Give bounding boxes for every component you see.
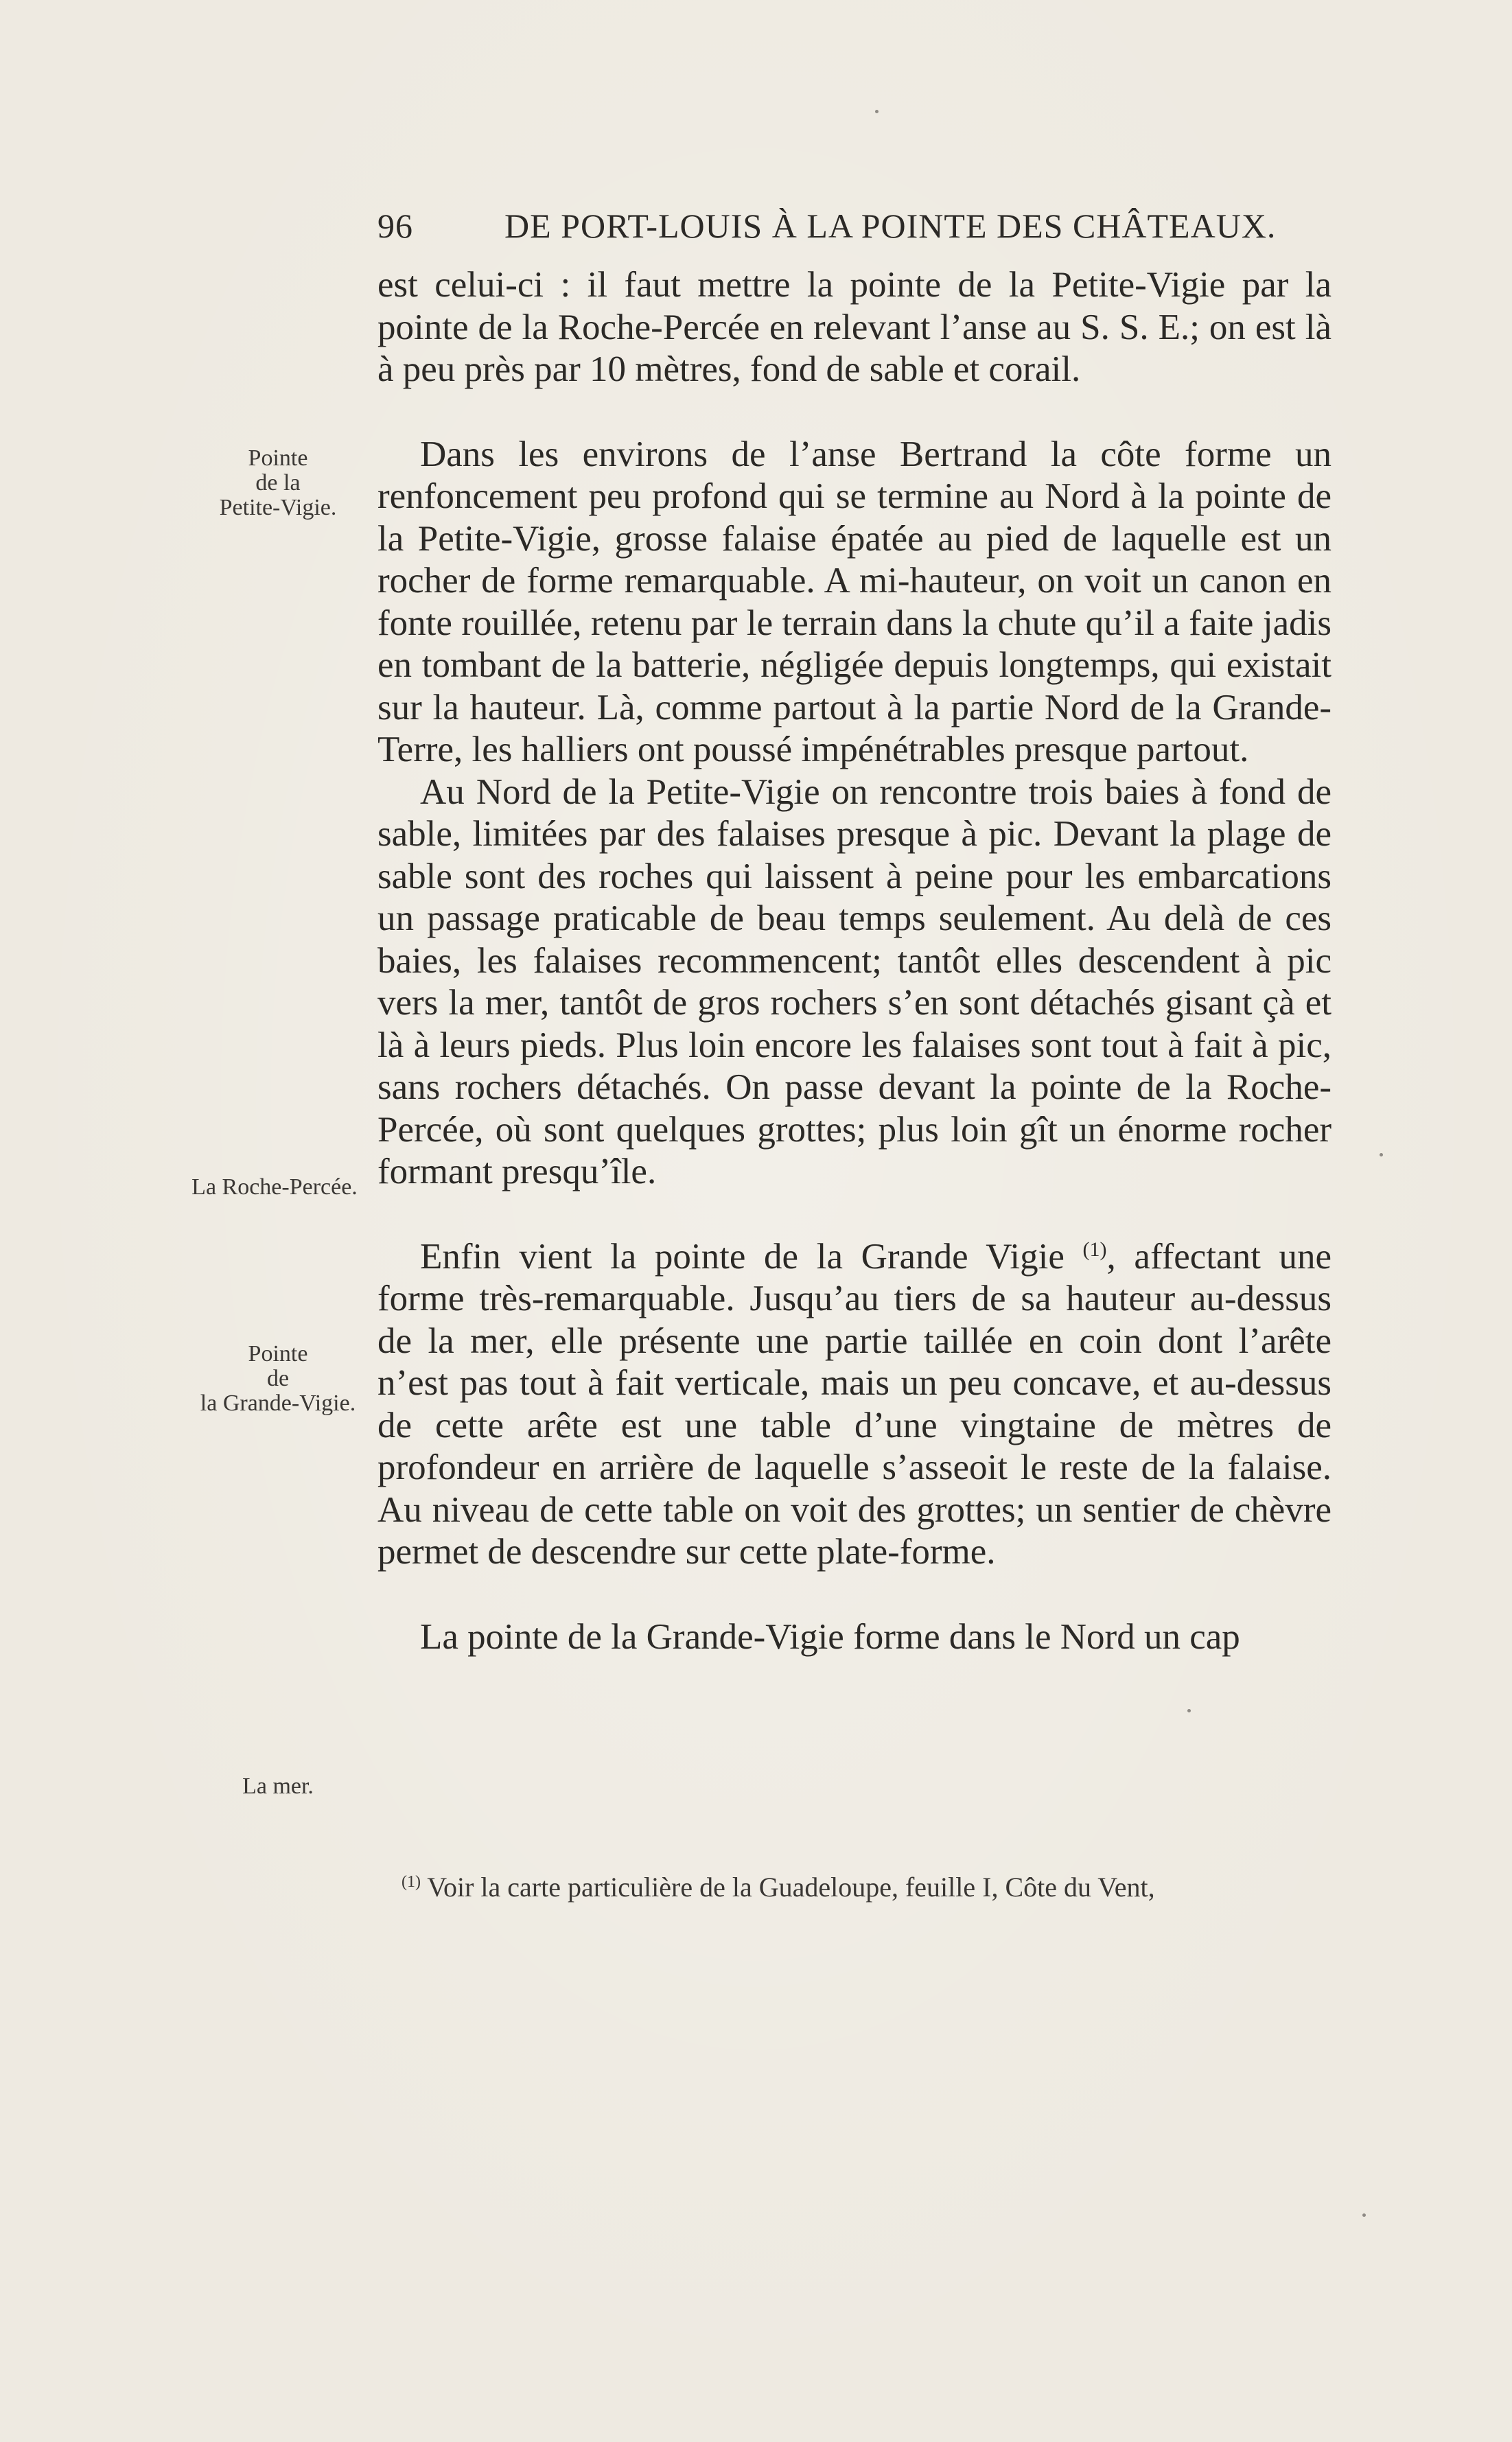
page-number: 96 xyxy=(377,207,413,245)
paragraph-la-mer: La pointe de la Grande-Vigie forme dans le Nord un cap xyxy=(420,1616,1240,1657)
margin-note-line: la Grande-Vigie. xyxy=(200,1391,356,1416)
paper-speck xyxy=(1380,1153,1383,1156)
margin-note-line: de la xyxy=(255,470,301,496)
margin-note-la-mer: La mer. xyxy=(242,1774,314,1799)
paper-speck xyxy=(1362,2213,1366,2217)
margin-note-line: de xyxy=(266,1366,290,1391)
margin-note-line: Petite-Vigie. xyxy=(219,495,337,520)
paragraph-grande-vigie xyxy=(377,1236,1331,1574)
paragraph-baies: Au Nord de la Petite-Vigie on rencontre trois baies à fond de sable, limitées par des falaises presque à pic. Devant la plage de sable sont des roches qui laissent à peine pour les embarcations un passage praticable de beau temps seulement. Au delà de ces baies, les falaises recommencent; tantôt elles descendent à pic vers la mer, tantôt de gros rochers s’en sont détachés gisant çà et là à leurs pieds. Plus loin encore les falaises sont tout à fait à pic, sans rochers détachés. On passe devant la pointe de la Roche-Percée, où sont quelques grottes; plus loin gît un énorme rocher formant presqu’île. xyxy=(377,771,1331,1191)
paragraph-text: Enfin vient la pointe de la Grande Vigie xyxy=(420,1236,1083,1277)
margin-note-grande-vigie xyxy=(175,1342,381,1416)
paragraph-continued: est celui-ci : il faut mettre la pointe de la Petite-Vigie par la pointe de la Roche-Percée en relevant l’anse au S. S. E.; on est là à peu près par 10 mètres, fond de sable et corail. xyxy=(377,265,1331,389)
running-title: DE PORT-LOUIS À LA POINTE DES CHÂTEAUX. xyxy=(504,207,1277,245)
footnote-text: Voir la carte particulière de la Guadeloupe, feuille I, Côte du Vent, xyxy=(420,1872,1155,1903)
paper-speck xyxy=(875,110,879,113)
margin-note-roche-percee: La Roche-Percée. xyxy=(191,1174,358,1200)
margin-note-line: Pointe xyxy=(248,445,308,471)
page-header xyxy=(377,206,1277,261)
body-text xyxy=(377,264,1331,1658)
paragraph-text: , affectant une forme très-remarquable. Jusqu’au tiers de sa hauteur au-dessus de la mer, elle présente une partie taillée en coin dont l’arête n’est pas tout à fait verticale, mais un peu concave, et au-dessus de cette arête est une table d’une vingtaine de mètres de profondeur en arrière de laquelle s’asseoit le reste de la falaise. Au niveau de cette table on voit des grottes; un sentier de chèvre permet de descendre sur cette plate-forme. xyxy=(377,1236,1331,1572)
paper-speck xyxy=(1187,1709,1191,1712)
margin-note-petite-vigie xyxy=(178,446,377,520)
footnote-marker: (1) xyxy=(402,1873,421,1891)
footnote-reference: (1) xyxy=(1082,1237,1107,1261)
footnote xyxy=(402,1870,1335,1905)
paragraph-petite-vigie: Dans les environs de l’anse Bertrand la côte forme un renfoncement peu profond qui se termine au Nord à la pointe de la Petite-Vigie, grosse falaise épatée au pied de laquelle est un rocher de forme remarquable. A mi-hauteur, on voit un canon en fonte rouillée, retenu par le terrain dans la chute qu’il a faite jadis en tombant de la batterie, négligée depuis longtemps, qui existait sur la hauteur. Là, comme partout à la partie Nord de la Grande-Terre, les halliers ont poussé impénétrables presque partout. xyxy=(377,434,1331,769)
margin-note-line: Pointe xyxy=(248,1341,308,1367)
